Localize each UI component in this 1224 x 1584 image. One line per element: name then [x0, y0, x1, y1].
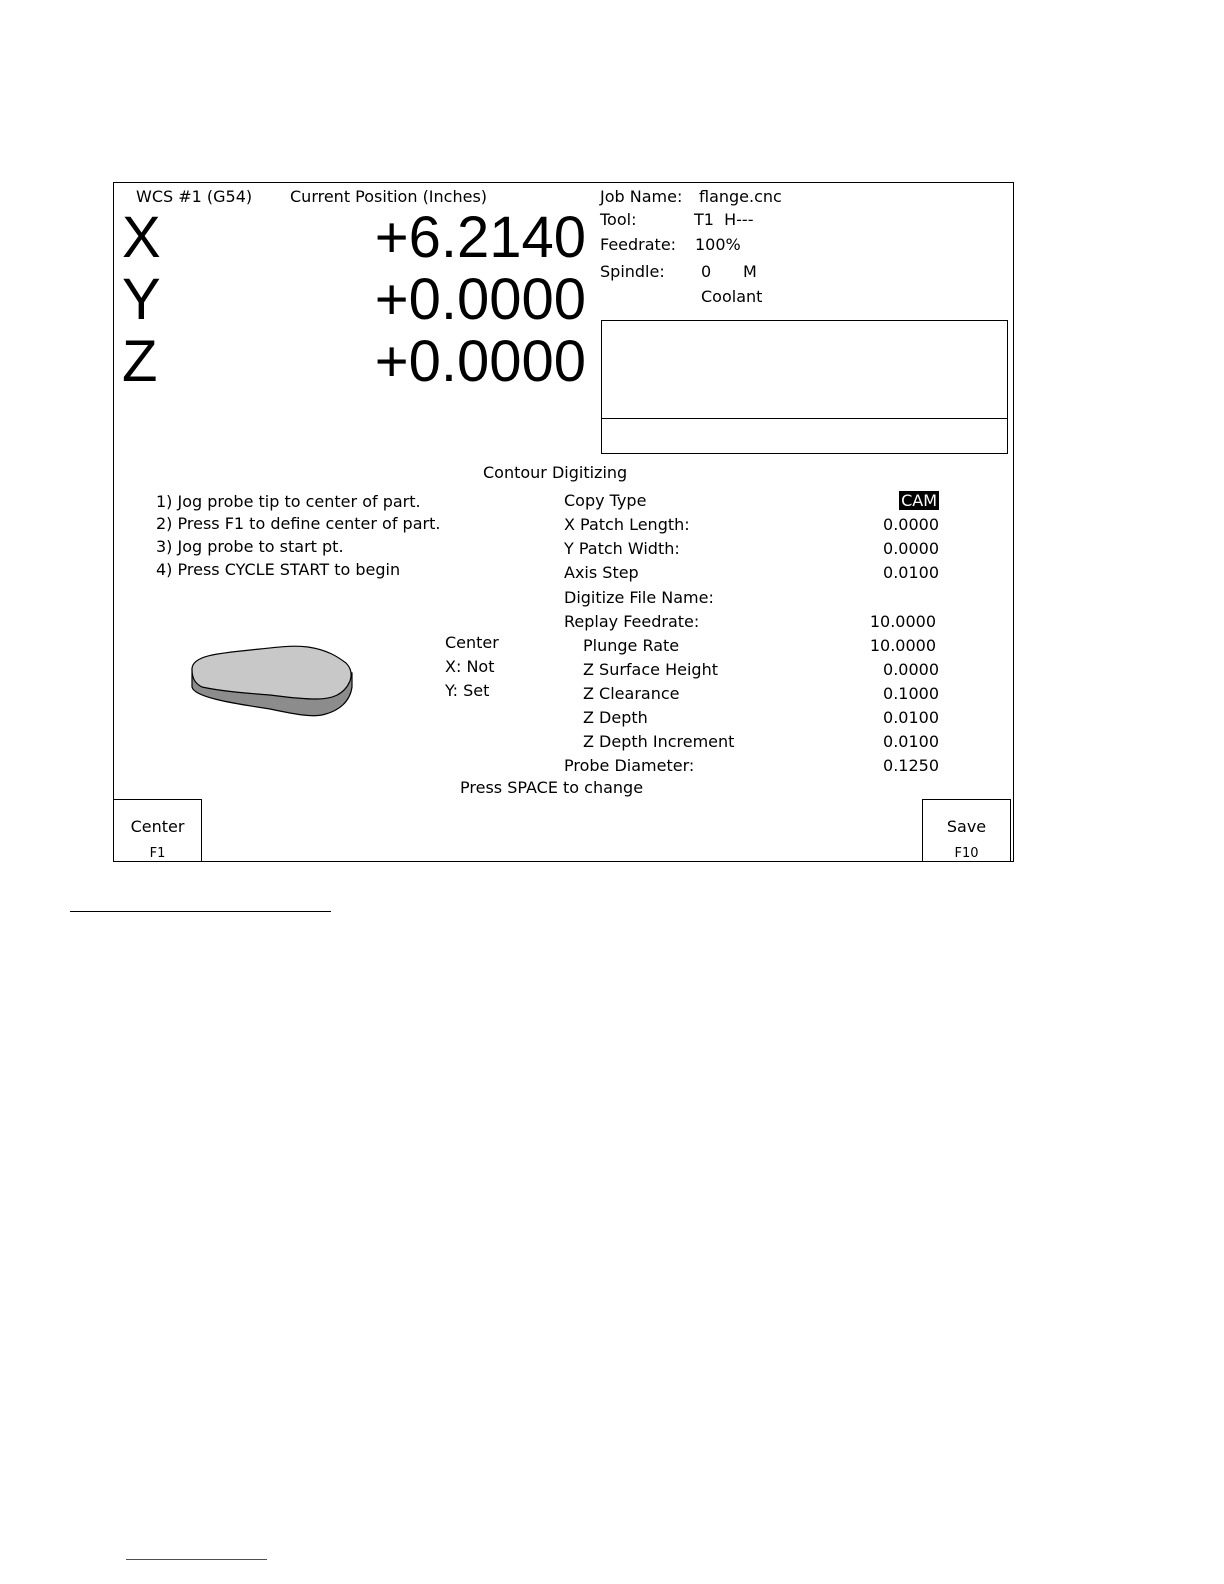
fkey-label: Center	[130, 817, 185, 836]
message-box	[601, 320, 1008, 454]
param-value[interactable]: 0.0100	[883, 732, 939, 751]
save-f10-button[interactable]	[922, 799, 1011, 862]
spindle-mode: M	[743, 262, 757, 281]
center-x-status: X: Not	[445, 657, 495, 676]
part-shape-icon	[190, 641, 356, 721]
center-y-status: Y: Set	[445, 681, 490, 700]
tool-label: Tool:	[600, 210, 637, 229]
feedrate-value: 100%	[695, 235, 741, 254]
param-value[interactable]: 10.0000	[869, 612, 936, 631]
wcs-label: WCS #1 (G54)	[136, 187, 253, 206]
axis-y-value: +0.0000	[374, 267, 586, 332]
param-label: Plunge Rate	[583, 636, 680, 655]
feedrate-label: Feedrate:	[600, 235, 677, 254]
param-label: Digitize File Name:	[564, 588, 714, 607]
param-value[interactable]: 0.0000	[883, 539, 939, 558]
param-label: Y Patch Width:	[564, 539, 680, 558]
param-y-patch-width[interactable]	[564, 539, 939, 561]
axis-y-label: Y	[122, 267, 161, 332]
param-label: X Patch Length:	[564, 515, 690, 534]
center-title: Center	[445, 633, 499, 652]
message-box-divider	[602, 418, 1007, 419]
param-value[interactable]: 10.0000	[869, 636, 936, 655]
param-digitize-file-name[interactable]	[564, 588, 939, 610]
param-z-depth[interactable]	[564, 708, 939, 730]
param-label: Probe Diameter:	[564, 756, 695, 775]
param-value[interactable]: 0.1000	[883, 684, 939, 703]
param-x-patch-length[interactable]	[564, 515, 939, 537]
param-replay-feedrate[interactable]	[564, 612, 936, 634]
cnc-screen	[113, 182, 1014, 862]
tool-value: T1 H---	[694, 210, 754, 229]
fkey-label: Save	[946, 817, 987, 836]
param-probe-diameter[interactable]	[564, 756, 939, 778]
param-value[interactable]: 0.0000	[883, 515, 939, 534]
position-title: Current Position (Inches)	[290, 187, 488, 206]
param-z-clearance[interactable]	[564, 684, 939, 706]
spindle-value: 0	[701, 262, 712, 281]
hint-text: Press SPACE to change	[460, 778, 644, 797]
fkey-key: F10	[954, 846, 979, 861]
param-value[interactable]: 0.1250	[883, 756, 939, 775]
param-z-depth-increment[interactable]	[564, 732, 939, 754]
axis-z-label: Z	[122, 329, 158, 394]
instruction-1: 1) Jog probe tip to center of part.	[156, 492, 421, 511]
fkey-key: F1	[149, 846, 166, 861]
param-value[interactable]: CAM	[901, 491, 937, 510]
instruction-3: 3) Jog probe to start pt.	[156, 537, 344, 556]
instruction-2: 2) Press F1 to define center of part.	[156, 514, 441, 533]
spindle-label: Spindle:	[600, 262, 665, 281]
param-label: Axis Step	[564, 563, 639, 582]
param-label: Z Depth	[583, 708, 648, 727]
footnote-rule	[70, 911, 331, 912]
axis-z-value: +0.0000	[374, 329, 586, 394]
instruction-4: 4) Press CYCLE START to begin	[156, 560, 401, 579]
link-underline	[126, 1559, 267, 1560]
param-label: Copy Type	[564, 491, 647, 510]
job-name-value: flange.cnc	[699, 187, 782, 206]
param-label: Z Surface Height	[583, 660, 718, 679]
param-plunge-rate[interactable]	[564, 636, 936, 658]
axis-x-value: +6.2140	[374, 205, 586, 270]
job-name-label: Job Name:	[600, 187, 683, 206]
param-value[interactable]: 0.0100	[883, 708, 939, 727]
digitizing-title: Contour Digitizing	[483, 463, 628, 482]
param-value[interactable]: 0.0100	[883, 563, 939, 582]
param-axis-step[interactable]	[564, 563, 939, 585]
param-z-surface-height[interactable]	[564, 660, 939, 682]
coolant-label: Coolant	[701, 287, 763, 306]
center-f1-button[interactable]	[113, 799, 202, 862]
param-label: Replay Feedrate:	[564, 612, 700, 631]
param-value[interactable]: 0.0000	[883, 660, 939, 679]
param-label: Z Depth Increment	[583, 732, 735, 751]
param-copy-type[interactable]	[564, 491, 939, 513]
axis-x-label: X	[122, 205, 161, 270]
param-label: Z Clearance	[583, 684, 680, 703]
